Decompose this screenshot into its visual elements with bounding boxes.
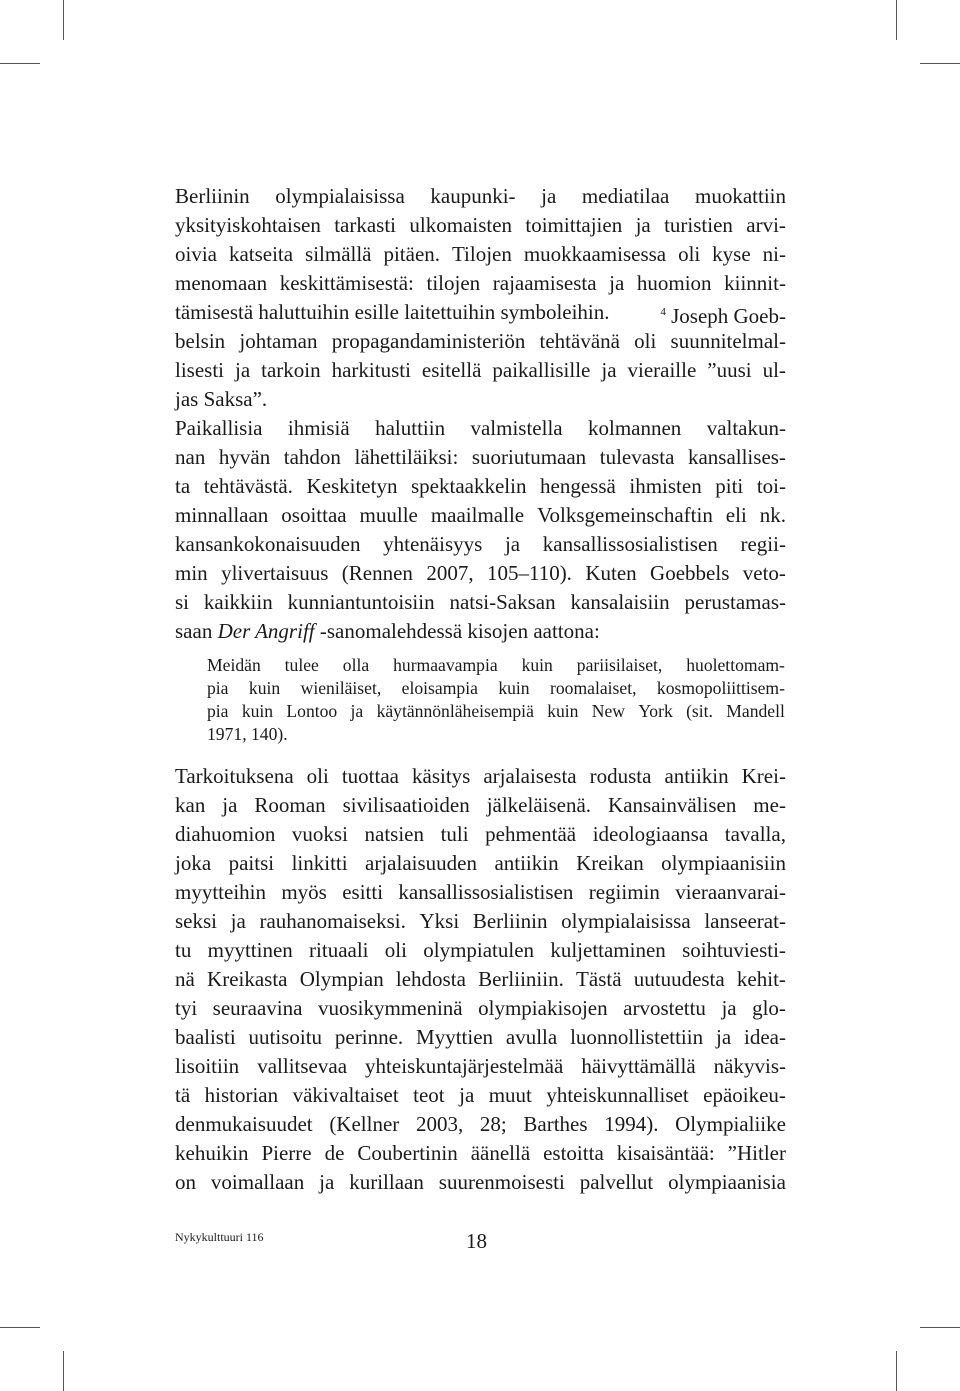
word: soihtuviesti- <box>682 938 786 962</box>
word: olympiatulen <box>423 938 535 962</box>
word: käsitys <box>412 764 471 788</box>
word: näkyvis- <box>713 1054 786 1078</box>
word: kisaisäntää: <box>616 1141 715 1165</box>
word: Olympialiike <box>675 1112 786 1136</box>
word: kunniantuntoisiin <box>287 590 435 614</box>
word: tuli <box>440 822 469 846</box>
word: arjalaisuuden <box>365 851 477 875</box>
word: muokkaamisessa <box>523 242 667 266</box>
word: arvostettu <box>623 996 706 1020</box>
word: kansallissosialistisen <box>398 880 574 904</box>
word: nan <box>175 445 206 469</box>
word: esitti <box>342 880 384 904</box>
word: oli <box>306 764 329 788</box>
word: haluttiin <box>375 416 446 440</box>
word: harkitusti <box>331 358 411 382</box>
text-line <box>175 560 786 586</box>
word: vuoksi <box>291 822 348 846</box>
word: York <box>638 701 673 721</box>
word: Volksgemeinschaftin <box>537 503 713 527</box>
word: kansankokonaisuuden <box>175 532 361 556</box>
word: joka <box>175 851 212 875</box>
text-line <box>175 850 786 876</box>
word: vieraille <box>627 358 697 382</box>
word: ja <box>459 1083 475 1107</box>
word: seksi <box>175 909 217 933</box>
word: hurmaavampia <box>393 655 498 675</box>
word: min <box>175 561 208 585</box>
word: valmistella <box>470 416 563 440</box>
text-line <box>175 1169 786 1195</box>
word: Paikallisia <box>175 416 263 440</box>
word: voimallaan <box>210 1170 305 1194</box>
word: ja <box>635 213 651 237</box>
text-line <box>175 1053 786 1079</box>
word: idea- <box>744 1025 786 1049</box>
word: ja <box>541 184 557 208</box>
word: Krei- <box>741 764 786 788</box>
word: rodusta <box>589 764 652 788</box>
word: ja <box>721 996 737 1020</box>
word: Yksi <box>419 909 460 933</box>
word: minnallaan <box>175 503 269 527</box>
word: Tarkoituksena <box>175 764 294 788</box>
word: kansallises- <box>687 445 786 469</box>
word: baalisti <box>175 1025 236 1049</box>
text-line <box>175 763 786 789</box>
word: kiinnit- <box>724 271 786 295</box>
word: ”Hitler <box>727 1141 786 1165</box>
word: vuosikymmeninä <box>317 996 463 1020</box>
word: tarkasti <box>334 213 397 237</box>
word: myös <box>281 880 327 904</box>
word: historian <box>204 1083 279 1107</box>
word: regiimin <box>588 880 660 904</box>
word: rajaamisesta <box>492 271 597 295</box>
word: diahuomion <box>175 822 276 846</box>
word: yhteiskunnalliset <box>546 1083 689 1107</box>
text-line <box>175 473 786 499</box>
word: äänellä <box>470 1141 531 1165</box>
text-line <box>175 531 786 557</box>
word: pia <box>207 678 229 698</box>
word: ja <box>350 701 364 721</box>
word: rituaali <box>309 938 369 962</box>
word: teot <box>413 1083 445 1107</box>
word: hyvän <box>218 445 271 469</box>
crop-mark <box>0 63 40 64</box>
word: Barthes <box>523 1112 588 1136</box>
word: suunnitelmal- <box>670 329 786 353</box>
word: oli <box>634 329 657 353</box>
word: natsi-Saksan <box>449 590 556 614</box>
word: Keskitetyn <box>306 474 398 498</box>
word: tu <box>175 938 192 962</box>
word: oivia <box>175 242 217 266</box>
word: toi- <box>756 474 786 498</box>
word: tyi <box>175 996 198 1020</box>
word: kuin <box>521 655 553 675</box>
word: kurillaan <box>349 1170 424 1194</box>
word: de <box>324 1141 345 1165</box>
word: pariisilaiset, <box>576 655 663 675</box>
word: ul- <box>762 358 786 382</box>
word: linkitti <box>291 851 348 875</box>
word: 105–110). <box>486 561 572 585</box>
word: Berliinin <box>472 909 548 933</box>
word: me- <box>753 793 786 817</box>
word: natsien <box>364 822 424 846</box>
word: nä <box>175 967 195 991</box>
word: kehit- <box>736 967 786 991</box>
word: pitäen. <box>383 242 441 266</box>
text-line <box>175 879 786 905</box>
page-number: 18 <box>466 1229 487 1253</box>
word: ylivertaisuus <box>221 561 329 585</box>
quote-line: 1971, 140). <box>207 724 288 744</box>
text-line <box>175 299 786 329</box>
word: perustamas- <box>684 590 786 614</box>
text-line <box>175 1082 786 1108</box>
word: maailmalle <box>430 503 525 527</box>
word: pia <box>207 701 229 721</box>
word: Tilojen <box>451 242 512 266</box>
crop-mark <box>63 1351 64 1391</box>
word: Myyttien <box>416 1025 494 1049</box>
text-line <box>175 502 786 528</box>
word: ihmisiä <box>287 416 350 440</box>
word: hengessä <box>540 474 616 498</box>
journal-name: Nykykulttuuri 116 <box>175 1230 264 1244</box>
word: lisoitiin <box>175 1054 240 1078</box>
word: Kuten <box>585 561 637 585</box>
word: eli <box>725 503 747 527</box>
word: ja <box>715 1025 732 1049</box>
text-line <box>175 618 600 644</box>
word: wieniläiset, <box>300 678 382 698</box>
word: Kreikan <box>576 851 644 875</box>
word: uutuudesta <box>633 967 725 991</box>
text-line <box>175 270 786 296</box>
word: silmällä <box>305 242 372 266</box>
word: huomion <box>636 271 712 295</box>
word: 2007, <box>426 561 474 585</box>
word: ulkomaisten <box>409 213 513 237</box>
text-line <box>175 995 786 1021</box>
word: vallitsevaa <box>257 1054 348 1078</box>
word: tavalla, <box>724 822 786 846</box>
word: sivilisaatioiden <box>342 793 470 817</box>
word: oli <box>678 242 701 266</box>
word: tulevasta <box>599 445 675 469</box>
word: Goebbels <box>650 561 730 585</box>
word: Rooman <box>254 793 326 817</box>
word: antiikin <box>664 764 729 788</box>
word: belsin <box>175 329 226 353</box>
text-line <box>175 1140 786 1166</box>
crop-mark <box>0 1327 40 1328</box>
word: valtakun- <box>706 416 786 440</box>
word: Lontoo <box>286 701 338 721</box>
crop-mark <box>920 1327 960 1328</box>
word: osoittaa <box>281 503 347 527</box>
word: uutisoitu <box>248 1025 323 1049</box>
word: kuin <box>547 701 579 721</box>
word: yhteiskuntajärjestelmää <box>365 1054 564 1078</box>
word: olympialaisissa <box>275 184 405 208</box>
word: 2003, <box>415 1112 464 1136</box>
word: Pierre <box>261 1141 312 1165</box>
word: olympiaanisiin <box>661 851 786 875</box>
word: myytteihin <box>175 880 266 904</box>
word: avulla <box>505 1025 558 1049</box>
word: muut <box>488 1083 532 1107</box>
word: käytännönläheisempiä <box>376 701 534 721</box>
word: pehmentää <box>485 822 577 846</box>
word: olympialaisissa <box>561 909 691 933</box>
text-line <box>175 241 786 267</box>
word: mediatilaa <box>581 184 670 208</box>
word: rauhanomaiseksi. <box>259 909 406 933</box>
word: ihmisten <box>629 474 702 498</box>
word: kan <box>175 793 206 817</box>
word: ja <box>230 909 246 933</box>
word: epäoikeu- <box>703 1083 786 1107</box>
word: 28; <box>479 1112 507 1136</box>
word: Coubertinin <box>357 1141 458 1165</box>
word: paikallisille <box>492 358 591 382</box>
word: kansalaisiin <box>570 590 670 614</box>
word: ja <box>504 532 521 556</box>
quote-line <box>207 677 785 699</box>
quote-line <box>207 700 785 722</box>
word: eloisampia <box>401 678 478 698</box>
word: Berliinin <box>175 184 250 208</box>
text-line <box>175 589 786 615</box>
word: paitsi <box>228 851 275 875</box>
word: veto- <box>742 561 786 585</box>
word: tahdon <box>283 445 341 469</box>
word: kansallissosialistisen <box>542 532 718 556</box>
word: denmukaisuudet <box>175 1112 313 1136</box>
word: tuottaa <box>341 764 399 788</box>
word: tilojen <box>426 271 481 295</box>
word: menomaan <box>175 271 268 295</box>
word: (Kellner <box>329 1112 400 1136</box>
word: palvellut <box>579 1170 654 1194</box>
word: kolmannen <box>588 416 682 440</box>
text-line <box>175 444 786 470</box>
text-line: jas Saksa”. <box>175 387 268 411</box>
word: tehtävästä. <box>203 474 293 498</box>
word: olympiakisojen <box>478 996 608 1020</box>
word: myyttinen <box>207 938 293 962</box>
crop-mark <box>896 0 897 40</box>
word: arjalaisesta <box>483 764 577 788</box>
word: huolettomam- <box>686 655 785 675</box>
word: tulee <box>284 655 319 675</box>
word: olympiaanisia <box>668 1170 786 1194</box>
text-fragment: saan <box>175 619 213 643</box>
text-line <box>175 357 786 383</box>
word: 1994). <box>604 1112 659 1136</box>
word: ja <box>319 1170 335 1194</box>
word: perinne. <box>334 1025 404 1049</box>
word: New <box>591 701 626 721</box>
word: Mandell <box>726 701 785 721</box>
word: keskittämisestä: <box>279 271 414 295</box>
word: olla <box>342 655 370 675</box>
text-line <box>175 415 786 441</box>
word: piti <box>715 474 744 498</box>
word: Kansainvälisen <box>608 793 737 817</box>
word: vieraanvarai- <box>675 880 786 904</box>
word: suurenmoisesti <box>438 1170 565 1194</box>
text-line <box>175 212 786 238</box>
word: oli <box>384 938 407 962</box>
word: kuin <box>498 678 530 698</box>
text-line <box>175 966 786 992</box>
word: katseita <box>228 242 294 266</box>
word: tehtävänä <box>539 329 620 353</box>
word: esitellä <box>421 358 482 382</box>
word: ja <box>601 358 617 382</box>
word: ni- <box>762 242 786 266</box>
text-line <box>175 1111 786 1137</box>
word: kuin <box>241 701 274 721</box>
word: kuin <box>248 678 281 698</box>
text-line <box>175 908 786 934</box>
word: ja <box>235 358 251 382</box>
word: glo- <box>752 996 786 1020</box>
word: regii- <box>740 532 786 556</box>
text-line <box>175 1024 786 1050</box>
text-line <box>175 792 786 818</box>
text-fragment <box>660 299 786 329</box>
word: yhtenäisyys <box>383 532 483 556</box>
word: (Rennen <box>341 561 413 585</box>
word: kosmopoliittisem- <box>656 678 785 698</box>
word: muokattiin <box>695 184 786 208</box>
word: ja <box>222 793 238 817</box>
word: Berliiniin. <box>478 967 564 991</box>
word: tarkoin <box>261 358 321 382</box>
word: johtaman <box>239 329 318 353</box>
word: suoriutumaan <box>471 445 587 469</box>
text-line <box>175 328 786 354</box>
word: lehdosta <box>395 967 466 991</box>
word: roomalaiset, <box>550 678 637 698</box>
word: ”uusi <box>707 358 752 382</box>
word: väkivaltaiset <box>292 1083 399 1107</box>
word: ideologiaansa <box>592 822 709 846</box>
crop-mark <box>896 1351 897 1391</box>
word: Kreikasta <box>207 967 288 991</box>
word: spektaakkelin <box>411 474 527 498</box>
word: lanseerat- <box>704 909 786 933</box>
word: si <box>175 590 190 614</box>
word: (sit. <box>686 701 713 721</box>
word: nk. <box>759 503 786 527</box>
word: muulle <box>359 503 418 527</box>
text-line <box>175 183 786 209</box>
word: kaupunki- <box>430 184 516 208</box>
word: estoitta <box>543 1141 604 1165</box>
word: häivyttämällä <box>581 1054 696 1078</box>
newspaper-title: Der Angriff <box>217 619 315 643</box>
word: Olympian <box>299 967 384 991</box>
crop-mark <box>920 63 960 64</box>
text-line <box>175 937 786 963</box>
word: turistien <box>664 213 733 237</box>
text-line <box>175 821 786 847</box>
word: kuljettaminen <box>550 938 666 962</box>
word: lisesti <box>175 358 225 382</box>
word: kehuikin <box>175 1141 249 1165</box>
quote-line <box>207 654 785 676</box>
footnote-ref: 4 <box>660 306 666 318</box>
word: tä <box>175 1083 191 1107</box>
crop-mark <box>63 0 64 40</box>
text-fragment: -sanomalehdessä kisojen aattona: <box>319 619 600 643</box>
word: kaikkiin <box>203 590 273 614</box>
word: ta <box>175 474 191 498</box>
text-fragment: Joseph Goeb- <box>671 304 786 328</box>
word: luonnollistettiin <box>570 1025 704 1049</box>
word: ja <box>609 271 625 295</box>
word: lähettiläiksi: <box>354 445 459 469</box>
word: seuraavina <box>212 996 303 1020</box>
text-fragment: tämisestä haluttuihin esille laitettuihin symboleihin. <box>175 300 610 324</box>
word: arvi- <box>746 213 786 237</box>
word: propagandaministeriön <box>331 329 526 353</box>
word: Meidän <box>207 655 261 675</box>
word: yksityiskohtaisen <box>175 213 321 237</box>
word: jälkeläisenä. <box>486 793 592 817</box>
word: kyse <box>712 242 751 266</box>
word: Tästä <box>576 967 622 991</box>
word: antiikin <box>494 851 559 875</box>
word: on <box>175 1170 196 1194</box>
word: toimittajien <box>525 213 623 237</box>
